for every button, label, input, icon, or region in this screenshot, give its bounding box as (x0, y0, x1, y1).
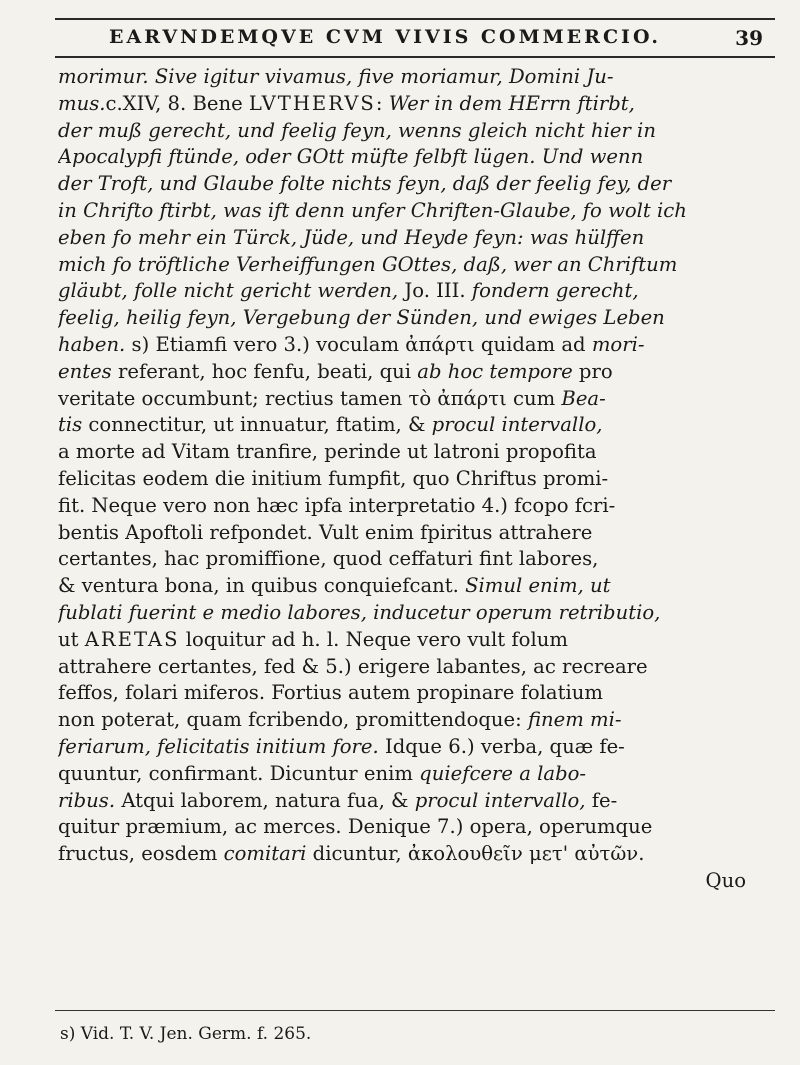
text-run: connectitur, ut innuatur, ftatim, & (82, 413, 432, 437)
italic-text-run: ribus. (58, 788, 116, 812)
header-rule (55, 56, 775, 58)
text-line (58, 412, 768, 439)
text-run: Jo. III. (404, 279, 472, 303)
text-line (58, 680, 768, 707)
text-line (58, 600, 768, 627)
italic-text-run: haben. (58, 332, 126, 356)
italic-text-run: Wer in dem HErrn ftirbt, (388, 91, 635, 115)
text-run: attrahere certantes, fed & 5.) erigere labantes, ac recreare (58, 654, 648, 678)
italic-text-run: fublati fuerint e medio labores, inducetur operum retributio, (58, 600, 661, 624)
text-run: fe- (585, 788, 618, 812)
text-line (58, 841, 768, 868)
running-head-title: EARVNDEMQVE CVM VIVIS COMMERCIO. (109, 26, 661, 48)
footnote: s) Vid. T. V. Jen. Germ. f. 265. (60, 1024, 312, 1044)
text-run: : (375, 91, 389, 115)
body-text (58, 64, 768, 895)
text-run: Atqui laborem, natura fua, & (115, 788, 415, 812)
italic-text-run: feelig, heilig feyn, Vergebung der Sünden, und ewiges Leben (58, 306, 665, 330)
text-run: bentis Apoftoli refpondet. Vult enim fpiritus attrahere (58, 520, 593, 544)
text-line (58, 788, 768, 815)
text-line (58, 627, 768, 654)
italic-text-run: tis (58, 413, 83, 437)
page-number: 39 (735, 26, 763, 50)
italic-text-run: feriarum, felicitatis initium fore. (58, 734, 379, 758)
text-run: & ventura bona, in quibus conquiefcant. (58, 574, 466, 598)
italic-text-run: entes (58, 359, 112, 383)
italic-text-run: mus. (58, 91, 106, 115)
text-run: c.XIV, 8. Bene (105, 91, 249, 115)
text-line (58, 761, 768, 788)
text-run: LVTHERVS (248, 91, 376, 115)
text-run: feffos, folari miferos. Fortius autem propinare folatium (58, 681, 603, 705)
text-line (58, 144, 768, 171)
text-line (58, 654, 768, 681)
text-line (58, 868, 768, 895)
text-run: quitur præmium, ac merces. Denique 7.) opera, operumque (58, 815, 653, 839)
text-run: non poterat, quam fcribendo, promittendoque: (58, 708, 528, 732)
text-line (58, 466, 768, 493)
text-line (58, 225, 768, 252)
text-run: ARETAS (84, 627, 180, 651)
italic-text-run: in Chrifto ftirbt, was ift denn unfer Chriften-Glaube, fo wolt ich (58, 198, 687, 222)
text-run: fructus, eosdem (58, 842, 224, 866)
text-run: quuntur, confirmant. Dicuntur enim (58, 761, 420, 785)
text-line (58, 64, 768, 91)
italic-text-run: quiefcere a labo- (419, 761, 587, 785)
italic-text-run: Simul enim, ut (465, 574, 611, 598)
text-run: ut (58, 627, 85, 651)
italic-text-run: comitari (223, 842, 307, 866)
text-run: Idque 6.) verba, quæ fe- (378, 734, 625, 758)
text-run: referant, hoc fenfu, beati, qui (111, 359, 418, 383)
text-line (58, 573, 768, 600)
text-run: fit. Neque vero non hæc ipfa interpretatio 4.) fcopo fcri- (58, 493, 616, 517)
text-run: s) Etiamfi vero 3.) voculam ἀπάρτι quidam ad (125, 332, 592, 356)
text-run: loquitur ad h. l. Neque vero vult folum (179, 627, 568, 651)
italic-text-run: procul intervallo, (431, 413, 603, 437)
text-run: certantes, hac promiffione, quod ceffaturi fint labores, (58, 547, 599, 571)
text-line (58, 520, 768, 547)
italic-text-run: gläubt, folle nicht gericht werden, (58, 279, 405, 303)
text-line (58, 305, 768, 332)
text-line (58, 734, 768, 761)
italic-text-run: finem mi- (527, 708, 622, 732)
text-line (58, 386, 768, 413)
italic-text-run: eben fo mehr ein Türck, Jüde, und Heyde feyn: was hülffen (58, 225, 645, 249)
italic-text-run: procul intervallo, (414, 788, 586, 812)
text-line (58, 814, 768, 841)
italic-text-run: fondern gerecht, (471, 279, 639, 303)
text-line (58, 252, 768, 279)
running-header (55, 18, 775, 52)
italic-text-run: ab hoc tempore (417, 359, 573, 383)
text-line (58, 198, 768, 225)
header-top-rule (55, 18, 775, 20)
text-run: Quo (705, 868, 746, 892)
footnote-rule (55, 1010, 775, 1011)
text-line (58, 546, 768, 573)
text-line (58, 91, 768, 118)
italic-text-run: der Troft, und Glaube folte nichts feyn, daß der feelig fey, der (58, 172, 672, 196)
text-run: veritate occumbunt; rectius tamen τὸ ἀπάρτι cum (58, 386, 562, 410)
italic-text-run: mich fo tröftliche Verheiffungen GOttes, daß, wer an Chriftum (58, 252, 678, 276)
italic-text-run: der muß gerecht, und feelig feyn, wenns gleich nicht hier in (58, 118, 656, 142)
text-line (58, 278, 768, 305)
italic-text-run: morimur. Sive igitur vivamus, five moriamur, Domini Ju- (58, 65, 614, 88)
text-line (58, 359, 768, 386)
text-line (58, 493, 768, 520)
text-line (58, 439, 768, 466)
text-run: pro (572, 359, 613, 383)
text-run: dicuntur, ἀκολουθεῖν μετ' αὐτῶν. (306, 842, 645, 866)
text-line (58, 171, 768, 198)
text-line (58, 332, 768, 359)
text-line (58, 707, 768, 734)
italic-text-run: mori- (591, 332, 645, 356)
text-line (58, 118, 768, 145)
text-run: a morte ad Vitam tranfire, perinde ut latroni propofita (58, 440, 597, 464)
italic-text-run: Bea- (561, 386, 606, 410)
italic-text-run: Apocalypfi ftünde, oder GOtt müfte felbft lügen. Und wenn (58, 145, 644, 169)
text-run: felicitas eodem die initium fumpfit, quo Chriftus promi- (58, 466, 609, 490)
